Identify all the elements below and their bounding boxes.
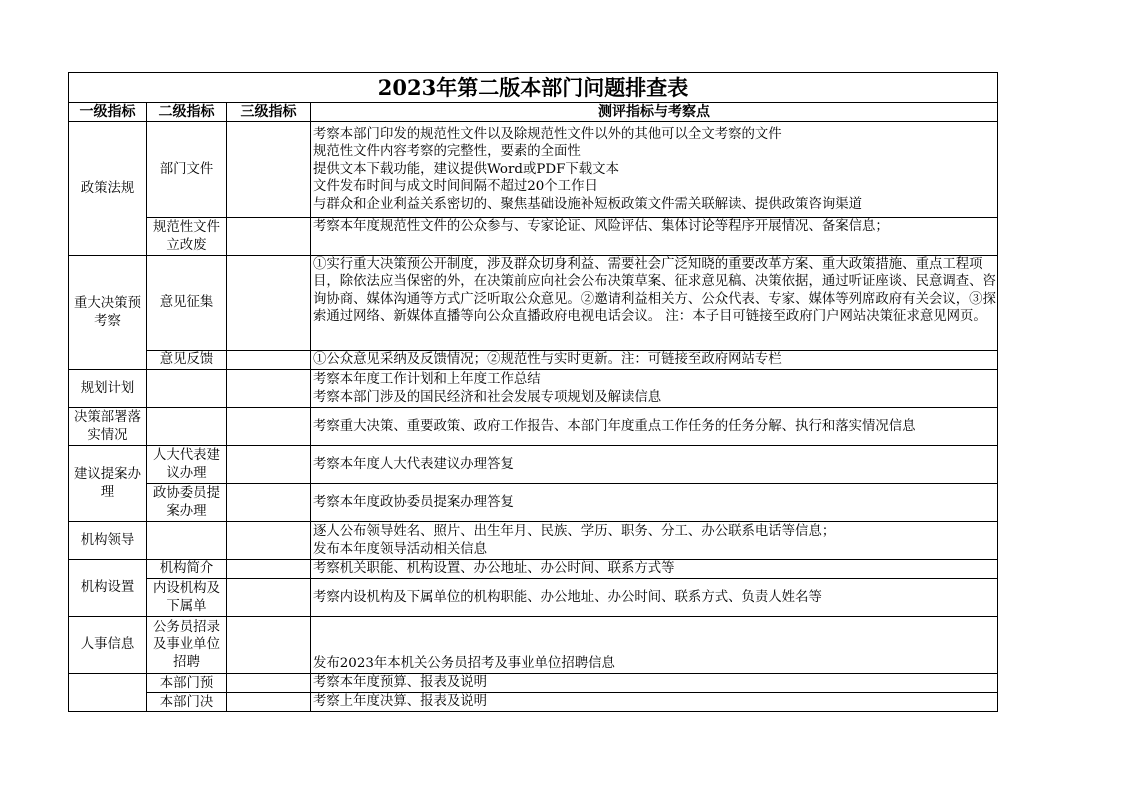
table-row: [69, 522, 998, 560]
level1-cell: 机构领导: [69, 522, 147, 560]
level1-cell: 机构设置: [69, 560, 147, 617]
criteria-cell: [311, 408, 998, 446]
table-row: [69, 674, 998, 693]
level3-cell: [227, 122, 311, 218]
level2-cell: [147, 218, 227, 256]
criteria-cell: 考察本年度政协委员提案办理答复: [311, 484, 998, 522]
criteria-cell: [311, 218, 998, 256]
table-row: [69, 693, 998, 712]
level2-text: 人大代表建议办理: [153, 448, 220, 481]
table-title: 2023年第二版本部门问题排查表: [69, 73, 998, 103]
level2-cell: [147, 693, 227, 712]
criteria-text: 考察本年度规范性文件的公众参与、专家论证、风险评估、集体讨论等程序开展情况、备案信息；: [313, 219, 889, 234]
level3-cell: [227, 674, 311, 693]
level2-text: 内设机构及下属单: [153, 581, 220, 614]
level2-cell: [147, 370, 227, 408]
level3-cell: [227, 351, 311, 370]
level1-text: 重大决策预考察: [74, 296, 141, 329]
level3-cell: [227, 446, 311, 484]
criteria-cell: [311, 256, 998, 351]
criteria-line: 考察本部门印发的规范性文件以及除规范性文件以外的其他可以全文考察的文件: [313, 126, 782, 142]
criteria-cell: [311, 522, 998, 560]
level3-cell: [227, 579, 311, 617]
criteria-line: 规范性文件内容考察的完整性，要素的全面性: [313, 144, 581, 160]
criteria-cell: 考察机关职能、机构设置、办公地址、办公时间、联系方式等: [311, 560, 998, 579]
level3-cell: [227, 370, 311, 408]
table-row: [69, 617, 998, 674]
table-row: [69, 446, 998, 484]
table-row: [69, 256, 998, 351]
level1-cell: [69, 446, 147, 522]
header-criteria: 测评指标与考察点: [311, 103, 998, 122]
level2-cell: [147, 446, 227, 484]
table-row: [69, 351, 998, 370]
criteria-line: 考察本年度工作计划和上年度工作总结: [313, 372, 541, 388]
level2-cell: [147, 579, 227, 617]
criteria-text: ①公众意见采纳及反馈情况；②规范性与实时更新。注：可链接至政府网站专栏: [313, 352, 782, 368]
table-row: [69, 484, 998, 522]
level3-cell: [227, 484, 311, 522]
criteria-cell: 考察本年度预算、报表及说明: [311, 674, 998, 693]
level2-cell: [147, 522, 227, 560]
level1-cell: [69, 408, 147, 446]
criteria-cell: 考察上年度决算、报表及说明: [311, 693, 998, 712]
criteria-line: 考察本部门涉及的国民经济和社会发展专项规划及解读信息: [313, 389, 662, 405]
level3-cell: [227, 408, 311, 446]
criteria-cell: 考察内设机构及下属单位的机构职能、办公地址、办公时间、联系方式、负责人姓名等: [311, 579, 998, 617]
level2-cell: [147, 408, 227, 446]
criteria-cell: [311, 122, 998, 218]
criteria-line: 文件发布时间与成文时间间隔不超过20个工作日: [313, 179, 598, 195]
level2-text: 本部门预: [159, 675, 214, 691]
inspection-table: [68, 72, 998, 742]
table-row: [69, 370, 998, 408]
criteria-line: 与群众和企业利益关系密切的、聚焦基础设施补短板政策文件需关联解读、提供政策咨询渠道: [313, 196, 863, 212]
level1-text: 决策部署落实情况: [74, 410, 141, 443]
level1-cell: 政策法规: [69, 122, 147, 256]
criteria-cell: [311, 351, 998, 370]
criteria-text: ①实行重大决策预公开制度，涉及群众切身利益、需要社会广泛知晓的重要改革方案、重大政策措施、重点工程项目，除依法应当保密的外，在决策前应向社会公布决策草案、征求意见稿、决策依据，通过听证座谈、民意调查、咨询协商、媒体沟通等方式广泛听取公众意见。②邀请利益相关方、公众代表、专家、媒体等列席政府有关会议，③探索通过网络、新媒体直播等向公众直播政府电视电话会议。 注：本子目可链接至政府门户网站决策征求意见网页。: [313, 257, 996, 325]
table-row: [69, 122, 998, 218]
level2-text: 政协委员提案办理: [153, 486, 220, 519]
level2-text: 本部门决: [159, 694, 214, 710]
level1-cell: 人事信息: [69, 617, 147, 674]
level2-cell: [147, 484, 227, 522]
criteria-cell: 考察本年度人大代表建议办理答复: [311, 446, 998, 484]
level2-text: 规范性文件立改废: [153, 220, 220, 253]
level3-cell: [227, 693, 311, 712]
level3-cell: [227, 256, 311, 351]
page-bottom-margin: [0, 712, 1122, 793]
level1-cell: [69, 256, 147, 370]
criteria-cell: [311, 370, 998, 408]
level3-cell: [227, 617, 311, 674]
table-row: [69, 560, 998, 579]
header-row: [69, 103, 998, 122]
table-row: [69, 218, 998, 256]
header-level3: 三级指标: [227, 103, 311, 122]
level2-cell: 意见反馈: [147, 351, 227, 370]
level2-cell: 部门文件: [147, 122, 227, 218]
level3-cell: [227, 218, 311, 256]
criteria-line: 发布本年度领导活动相关信息: [313, 541, 488, 557]
level3-cell: [227, 560, 311, 579]
level1-cell: 规划计划: [69, 370, 147, 408]
header-level2: 二级指标: [147, 103, 227, 122]
level2-cell: [147, 617, 227, 674]
level2-cell: 机构简介: [147, 560, 227, 579]
criteria-line: 逐人公布领导姓名、照片、出生年月、民族、学历、职务、分工、办公联系电话等信息；: [313, 524, 836, 540]
level2-text: 公务员招录及事业单位招聘: [153, 619, 220, 670]
table-row: [69, 408, 998, 446]
level1-text: 建议提案办理: [74, 467, 141, 500]
criteria-text: 考察重大决策、重要政策、政府工作报告、本部门年度重点工作任务的任务分解、执行和落实情况信息: [313, 418, 916, 434]
level1-cell: [69, 674, 147, 712]
table-row: [69, 579, 998, 617]
level3-cell: [227, 522, 311, 560]
criteria-text: 发布2023年本机关公务员招考及事业单位招聘信息: [313, 655, 615, 671]
level2-cell: 意见征集: [147, 256, 227, 351]
header-level1: 一级指标: [69, 103, 147, 122]
criteria-cell: [311, 617, 998, 674]
level2-cell: [147, 674, 227, 693]
criteria-line: 提供文本下载功能，建议提供Word或PDF下载文本: [313, 161, 619, 177]
